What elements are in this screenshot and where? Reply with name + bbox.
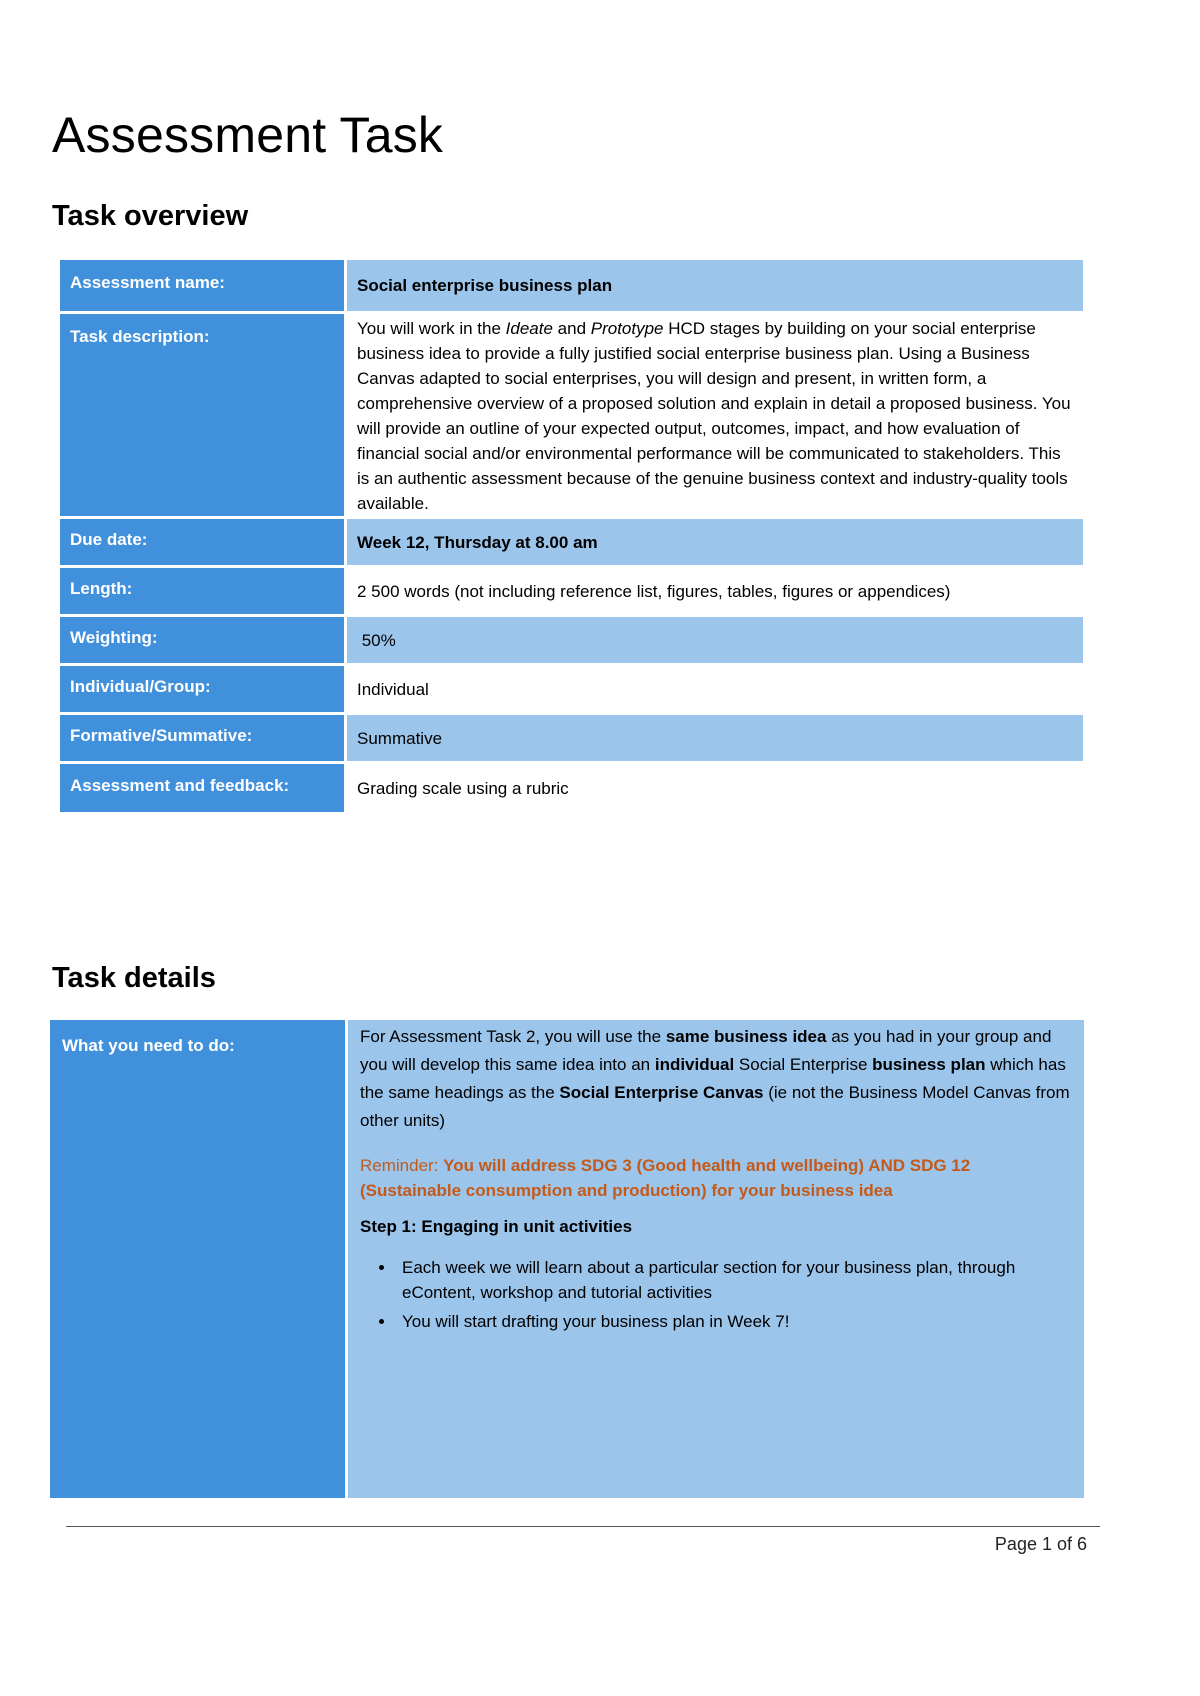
task-details-table	[50, 1020, 1084, 1498]
length-value: 2 500 words (not including reference list, figures, tables, figures or appendices)	[347, 568, 1083, 614]
list-item: • You will start drafting your business plan in Week 7!	[396, 1309, 1072, 1334]
table-row	[60, 617, 1083, 663]
page-number: Page 1 of 6	[994, 1534, 1087, 1554]
weighting-value: 50%	[347, 617, 1083, 663]
list-item: • Each week we will learn about a particular section for your business plan, through eContent, workshop and tutorial activities	[396, 1255, 1072, 1305]
table-row	[60, 260, 1083, 311]
table-row	[60, 568, 1083, 614]
table-row	[60, 519, 1083, 565]
formative-summative-label: Formative/Summative:	[60, 715, 347, 761]
reminder-note: Reminder: You will address SDG 3 (Good health and wellbeing) AND SDG 12 (Sustainable consumption and production) for your business idea	[360, 1156, 971, 1200]
task-overview-table	[60, 257, 1083, 815]
task-description-value: You will work in the Ideate and Prototype HCD stages by building on your social enterprise business idea to provide a fully justified social enterprise business plan. Using a Business Canvas adapted to social enterprises, you will design and present, in written form, a comprehensive overview of a proposed solution and explain in detail a proposed business. You will provide an outline of your expected output, outcomes, impact, and how evaluation of financial social and/or environmental performance will be communicated to stakeholders. This is an authentic assessment because of the genuine business context and industry-quality tools available.	[347, 314, 1083, 516]
individual-group-value: Individual	[347, 666, 1083, 712]
individual-group-label: Individual/Group:	[60, 666, 347, 712]
assessment-feedback-value: Grading scale using a rubric	[347, 764, 1083, 812]
length-label: Length:	[60, 568, 347, 614]
table-row	[60, 764, 1083, 812]
assessment-name-value: Social enterprise business plan	[347, 260, 1083, 311]
task-description-label: Task description:	[60, 314, 347, 516]
task-details-heading: Task details	[52, 962, 216, 994]
due-date-label: Due date:	[60, 519, 347, 565]
assessment-feedback-label: Assessment and feedback:	[60, 764, 347, 812]
table-row	[60, 715, 1083, 761]
page-title: Assessment Task	[52, 107, 444, 163]
step-1-heading: Step 1: Engaging in unit activities	[360, 1217, 633, 1236]
weighting-label: Weighting:	[60, 617, 347, 663]
table-row	[60, 666, 1083, 712]
task-overview-heading: Task overview	[52, 200, 249, 232]
intro-paragraph: For Assessment Task 2, you will use the same business idea as you had in your group and you will develop this same idea into an individual Social Enterprise business plan which has the same headings as the Social Enterprise Canvas (ie not the Business Model Canvas from other units)	[360, 1027, 1070, 1130]
table-row	[60, 314, 1083, 516]
what-you-need-content	[348, 1020, 1084, 1498]
step-1-list	[360, 1255, 1072, 1334]
footer-divider	[66, 1526, 1100, 1527]
what-you-need-label: What you need to do:	[50, 1020, 348, 1498]
assessment-name-label: Assessment name:	[60, 260, 347, 311]
formative-summative-value: Summative	[347, 715, 1083, 761]
due-date-value: Week 12, Thursday at 8.00 am	[347, 519, 1083, 565]
